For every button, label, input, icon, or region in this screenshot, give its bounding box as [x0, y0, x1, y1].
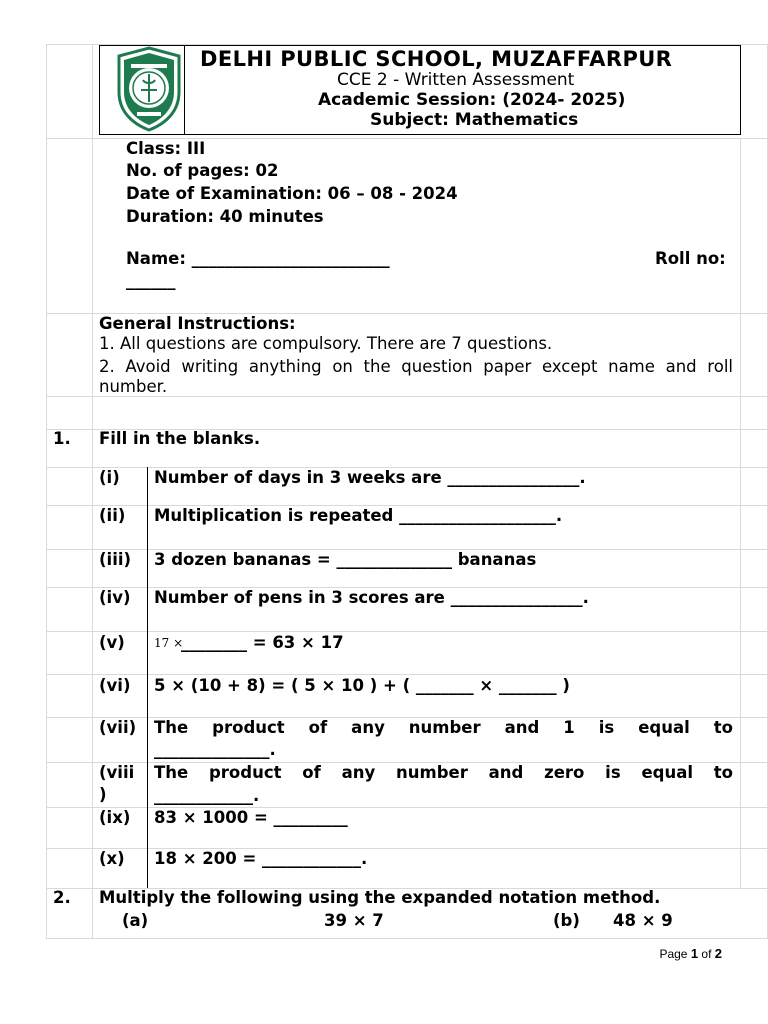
item-text: Multiplication is repeated ___________________.	[154, 506, 563, 525]
school-logo-icon	[113, 46, 185, 132]
item-label: (ix)	[99, 808, 131, 827]
item-label: (iv)	[99, 588, 131, 607]
item-text: 18 × 200 = ____________.	[154, 849, 368, 868]
instruction-item: number.	[99, 377, 168, 396]
item-text: 5 × (10 + 8) = ( 5 × 10 ) + ( _______ × _______ )	[154, 676, 570, 695]
item-text: ________ = 63 × 17	[181, 633, 344, 652]
item-text: 3 dozen bananas = ______________ bananas	[154, 550, 537, 569]
item-label: (v)	[99, 633, 125, 652]
instruction-item: 2. Avoid writing anything on the question paper except name and roll	[99, 357, 733, 376]
duration: Duration: 40 minutes	[126, 207, 324, 226]
sub-question-label: (b)	[553, 911, 580, 930]
page-number: Page 1 of 2	[659, 946, 722, 961]
question-title: Multiply the following using the expanded notation method.	[99, 888, 661, 907]
academic-session: Academic Session: (2024- 2025)	[318, 90, 626, 110]
question-number: 1.	[53, 429, 71, 448]
item-text: Number of pens in 3 scores are ________________.	[154, 588, 589, 607]
assessment-title: CCE 2 - Written Assessment	[337, 70, 575, 90]
sub-question-expression: 39 × 7	[324, 911, 384, 930]
roll-field: ______	[126, 271, 176, 290]
item-label: (ii)	[99, 506, 126, 525]
item-label: (vii)	[99, 718, 137, 737]
sub-question-label: (a)	[122, 911, 149, 930]
item-text-continued: ____________.	[154, 786, 260, 805]
question-number: 2.	[53, 888, 71, 907]
item-label-continued: )	[99, 785, 107, 804]
item-text: The product of any number and 1 is equal to	[154, 718, 733, 737]
roll-label: Roll no:	[655, 249, 726, 268]
instruction-item: 1. All questions are compulsory. There are 7 questions.	[99, 334, 553, 353]
school-name: DELHI PUBLIC SCHOOL, MUZAFFARPUR	[200, 47, 673, 71]
question-divider	[147, 467, 148, 888]
item-label: (i)	[99, 468, 120, 487]
instructions-title: General Instructions:	[99, 314, 296, 333]
item-label: (iii)	[99, 550, 132, 569]
item-label: (x)	[99, 849, 125, 868]
item-text: Number of days in 3 weeks are ________________.	[154, 468, 586, 487]
item-prefix: 17 ×	[154, 636, 184, 650]
sub-question-expression: 48 × 9	[613, 911, 673, 930]
question-title: Fill in the blanks.	[99, 429, 261, 448]
pages-label: No. of pages: 02	[126, 161, 279, 180]
item-text: The product of any number and zero is equal to	[154, 763, 733, 782]
class-label: Class: III	[126, 139, 206, 158]
item-label: (viii	[99, 763, 135, 782]
name-field: Name: ________________________	[126, 249, 390, 268]
subject: Subject: Mathematics	[370, 110, 579, 130]
item-text-continued: ______________.	[154, 740, 276, 759]
item-label: (vi)	[99, 676, 131, 695]
item-text: 83 × 1000 = _________	[154, 808, 348, 827]
exam-date: Date of Examination: 06 – 08 - 2024	[126, 184, 458, 203]
